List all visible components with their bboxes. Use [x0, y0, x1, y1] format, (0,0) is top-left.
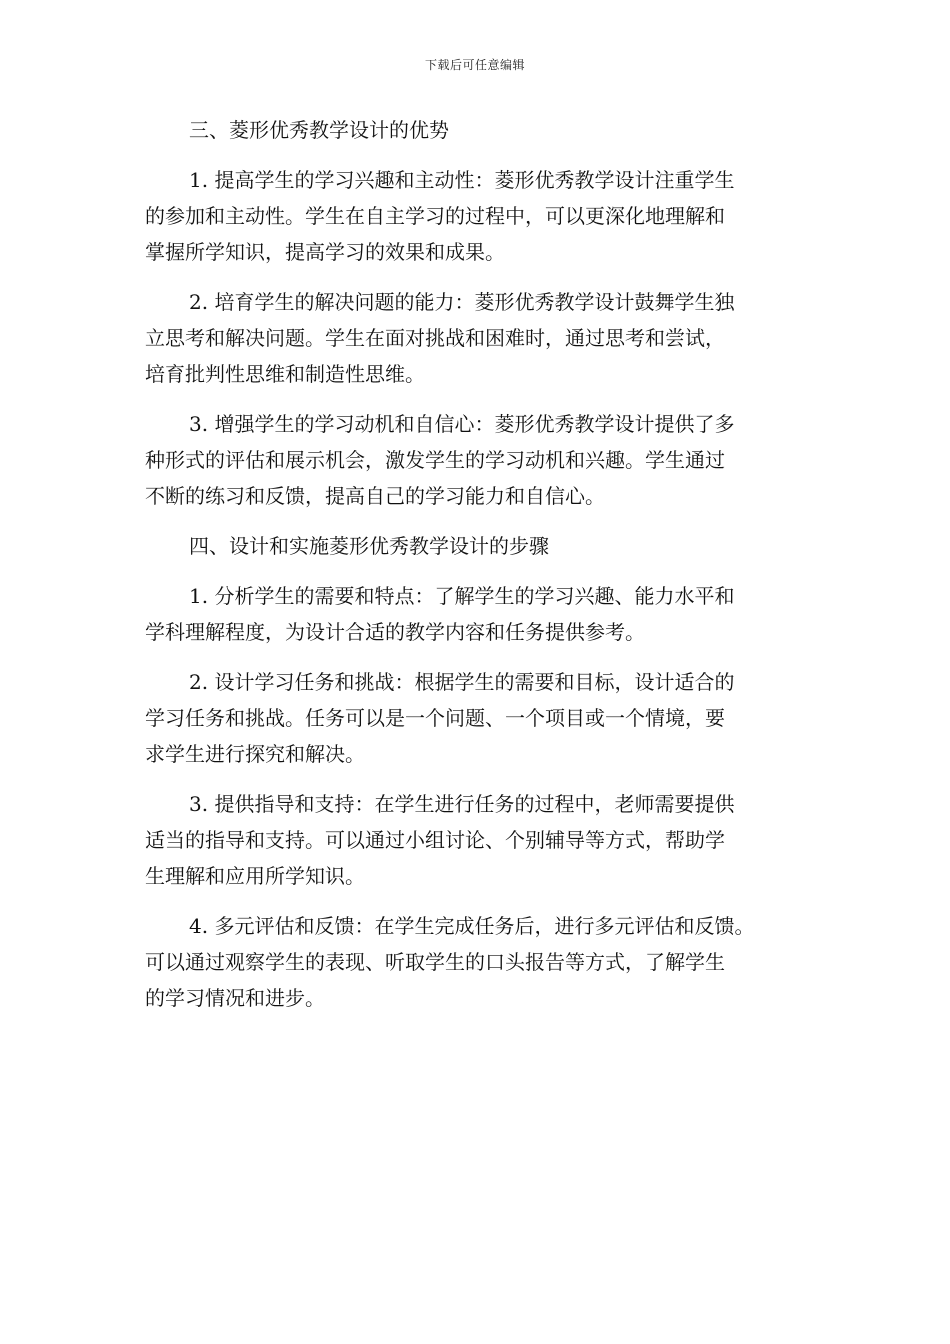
paragraph-line: 适当的指导和支持。可以通过小组讨论、个别辅导等方式，帮助学	[145, 828, 725, 852]
paragraph-line: 学习任务和挑战。任务可以是一个问题、一个项目或一个情境，要	[145, 706, 725, 730]
paragraph-line: 3. 增强学生的学习动机和自信心：菱形优秀教学设计提供了多	[189, 412, 735, 436]
paragraph-line: 求学生进行探究和解决。	[145, 742, 365, 766]
paragraph-line: 掌握所学知识，提高学习的效果和成果。	[145, 240, 505, 264]
page-header-note: 下载后可任意编辑	[424, 58, 525, 72]
paragraph-line: 3. 提供指导和支持：在学生进行任务的过程中，老师需要提供	[189, 792, 735, 816]
paragraph-line: 不断的练习和反馈，提高自己的学习能力和自信心。	[145, 484, 605, 508]
section-heading-advantages: 三、菱形优秀教学设计的优势	[189, 118, 449, 142]
paragraph-line: 的参加和主动性。学生在自主学习的过程中，可以更深化地理解和	[145, 204, 725, 228]
document-body	[145, 112, 815, 1016]
paragraph-line: 学科理解程度，为设计合适的教学内容和任务提供参考。	[145, 620, 645, 644]
paragraph-line: 生理解和应用所学知识。	[145, 864, 365, 888]
paragraph-line: 种形式的评估和展示机会，激发学生的学习动机和兴趣。学生通过	[145, 448, 725, 472]
paragraph-line: 培育批判性思维和制造性思维。	[145, 362, 425, 386]
paragraph-line: 2. 培育学生的解决问题的能力：菱形优秀教学设计鼓舞学生独	[189, 290, 735, 314]
section-heading-steps: 四、设计和实施菱形优秀教学设计的步骤	[189, 534, 549, 558]
paragraph-line: 的学习情况和进步。	[145, 986, 325, 1010]
paragraph-line: 2. 设计学习任务和挑战：根据学生的需要和目标，设计适合的	[189, 670, 735, 694]
paragraph-line: 立思考和解决问题。学生在面对挑战和困难时，通过思考和尝试，	[145, 326, 725, 350]
paragraph-line: 4. 多元评估和反馈：在学生完成任务后，进行多元评估和反馈。	[189, 914, 755, 938]
paragraph-line: 1. 分析学生的需要和特点：了解学生的学习兴趣、能力水平和	[189, 584, 735, 608]
paragraph-line: 1. 提高学生的学习兴趣和主动性：菱形优秀教学设计注重学生	[189, 168, 735, 192]
paragraph-line: 可以通过观察学生的表现、听取学生的口头报告等方式，了解学生	[145, 950, 725, 974]
